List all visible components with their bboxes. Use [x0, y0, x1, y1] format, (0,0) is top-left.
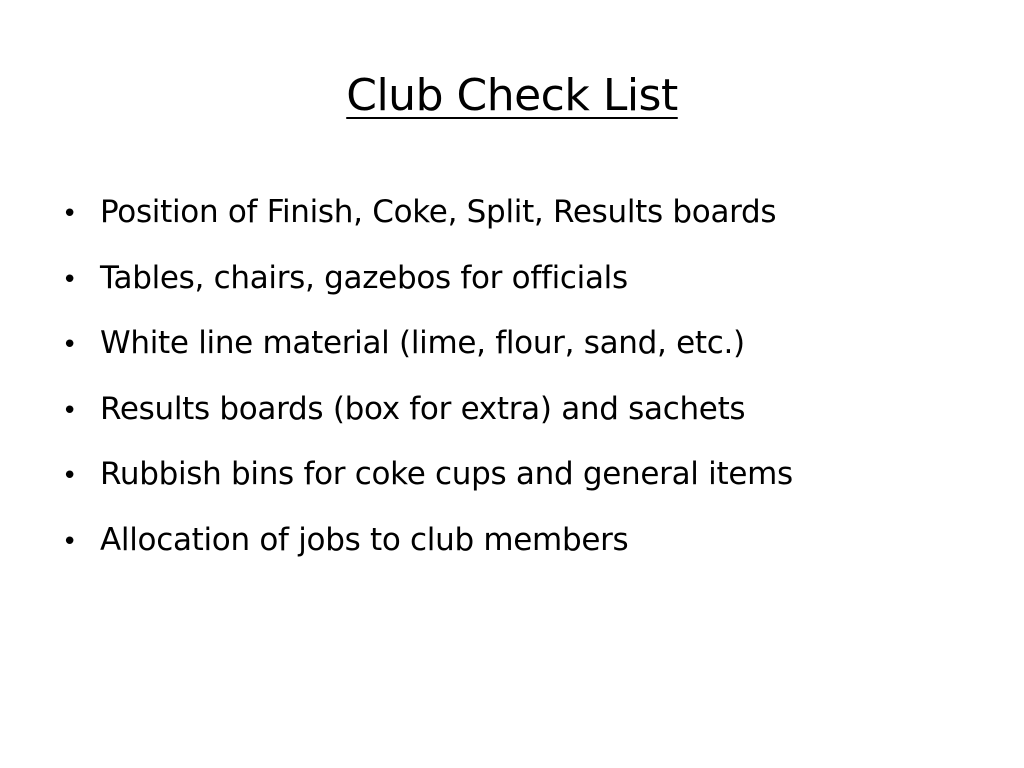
bullet-text: Tables, chairs, gazebos for officials	[100, 259, 628, 296]
bullet-dot-icon: •	[62, 461, 78, 491]
bullet-text: Allocation of jobs to club members	[100, 521, 629, 558]
bullet-dot-icon: •	[62, 395, 78, 426]
bullet-dot-icon: •	[62, 199, 78, 229]
slide-title-text: Club Check List	[346, 70, 678, 121]
bullet-dot-icon: •	[62, 264, 78, 295]
bullet-text: Rubbish bins for coke cups and general items	[100, 456, 793, 492]
bullet-dot-icon: •	[62, 526, 78, 557]
bullet-text: Position of Finish, Coke, Split, Results boards	[100, 194, 777, 230]
bullet-dot-icon: •	[62, 330, 78, 360]
bullet-text: White line material (lime, flour, sand, etc.)	[100, 325, 745, 361]
bullet-item	[62, 377, 992, 443]
bullet-item	[62, 311, 992, 377]
slide-title	[0, 66, 1024, 126]
bullet-item	[62, 442, 992, 508]
bullet-item	[62, 246, 992, 312]
bullet-text: Results boards (box for extra) and sachets	[100, 390, 746, 427]
bullet-list	[62, 180, 992, 573]
bullet-item	[62, 180, 992, 246]
bullet-item	[62, 508, 992, 574]
